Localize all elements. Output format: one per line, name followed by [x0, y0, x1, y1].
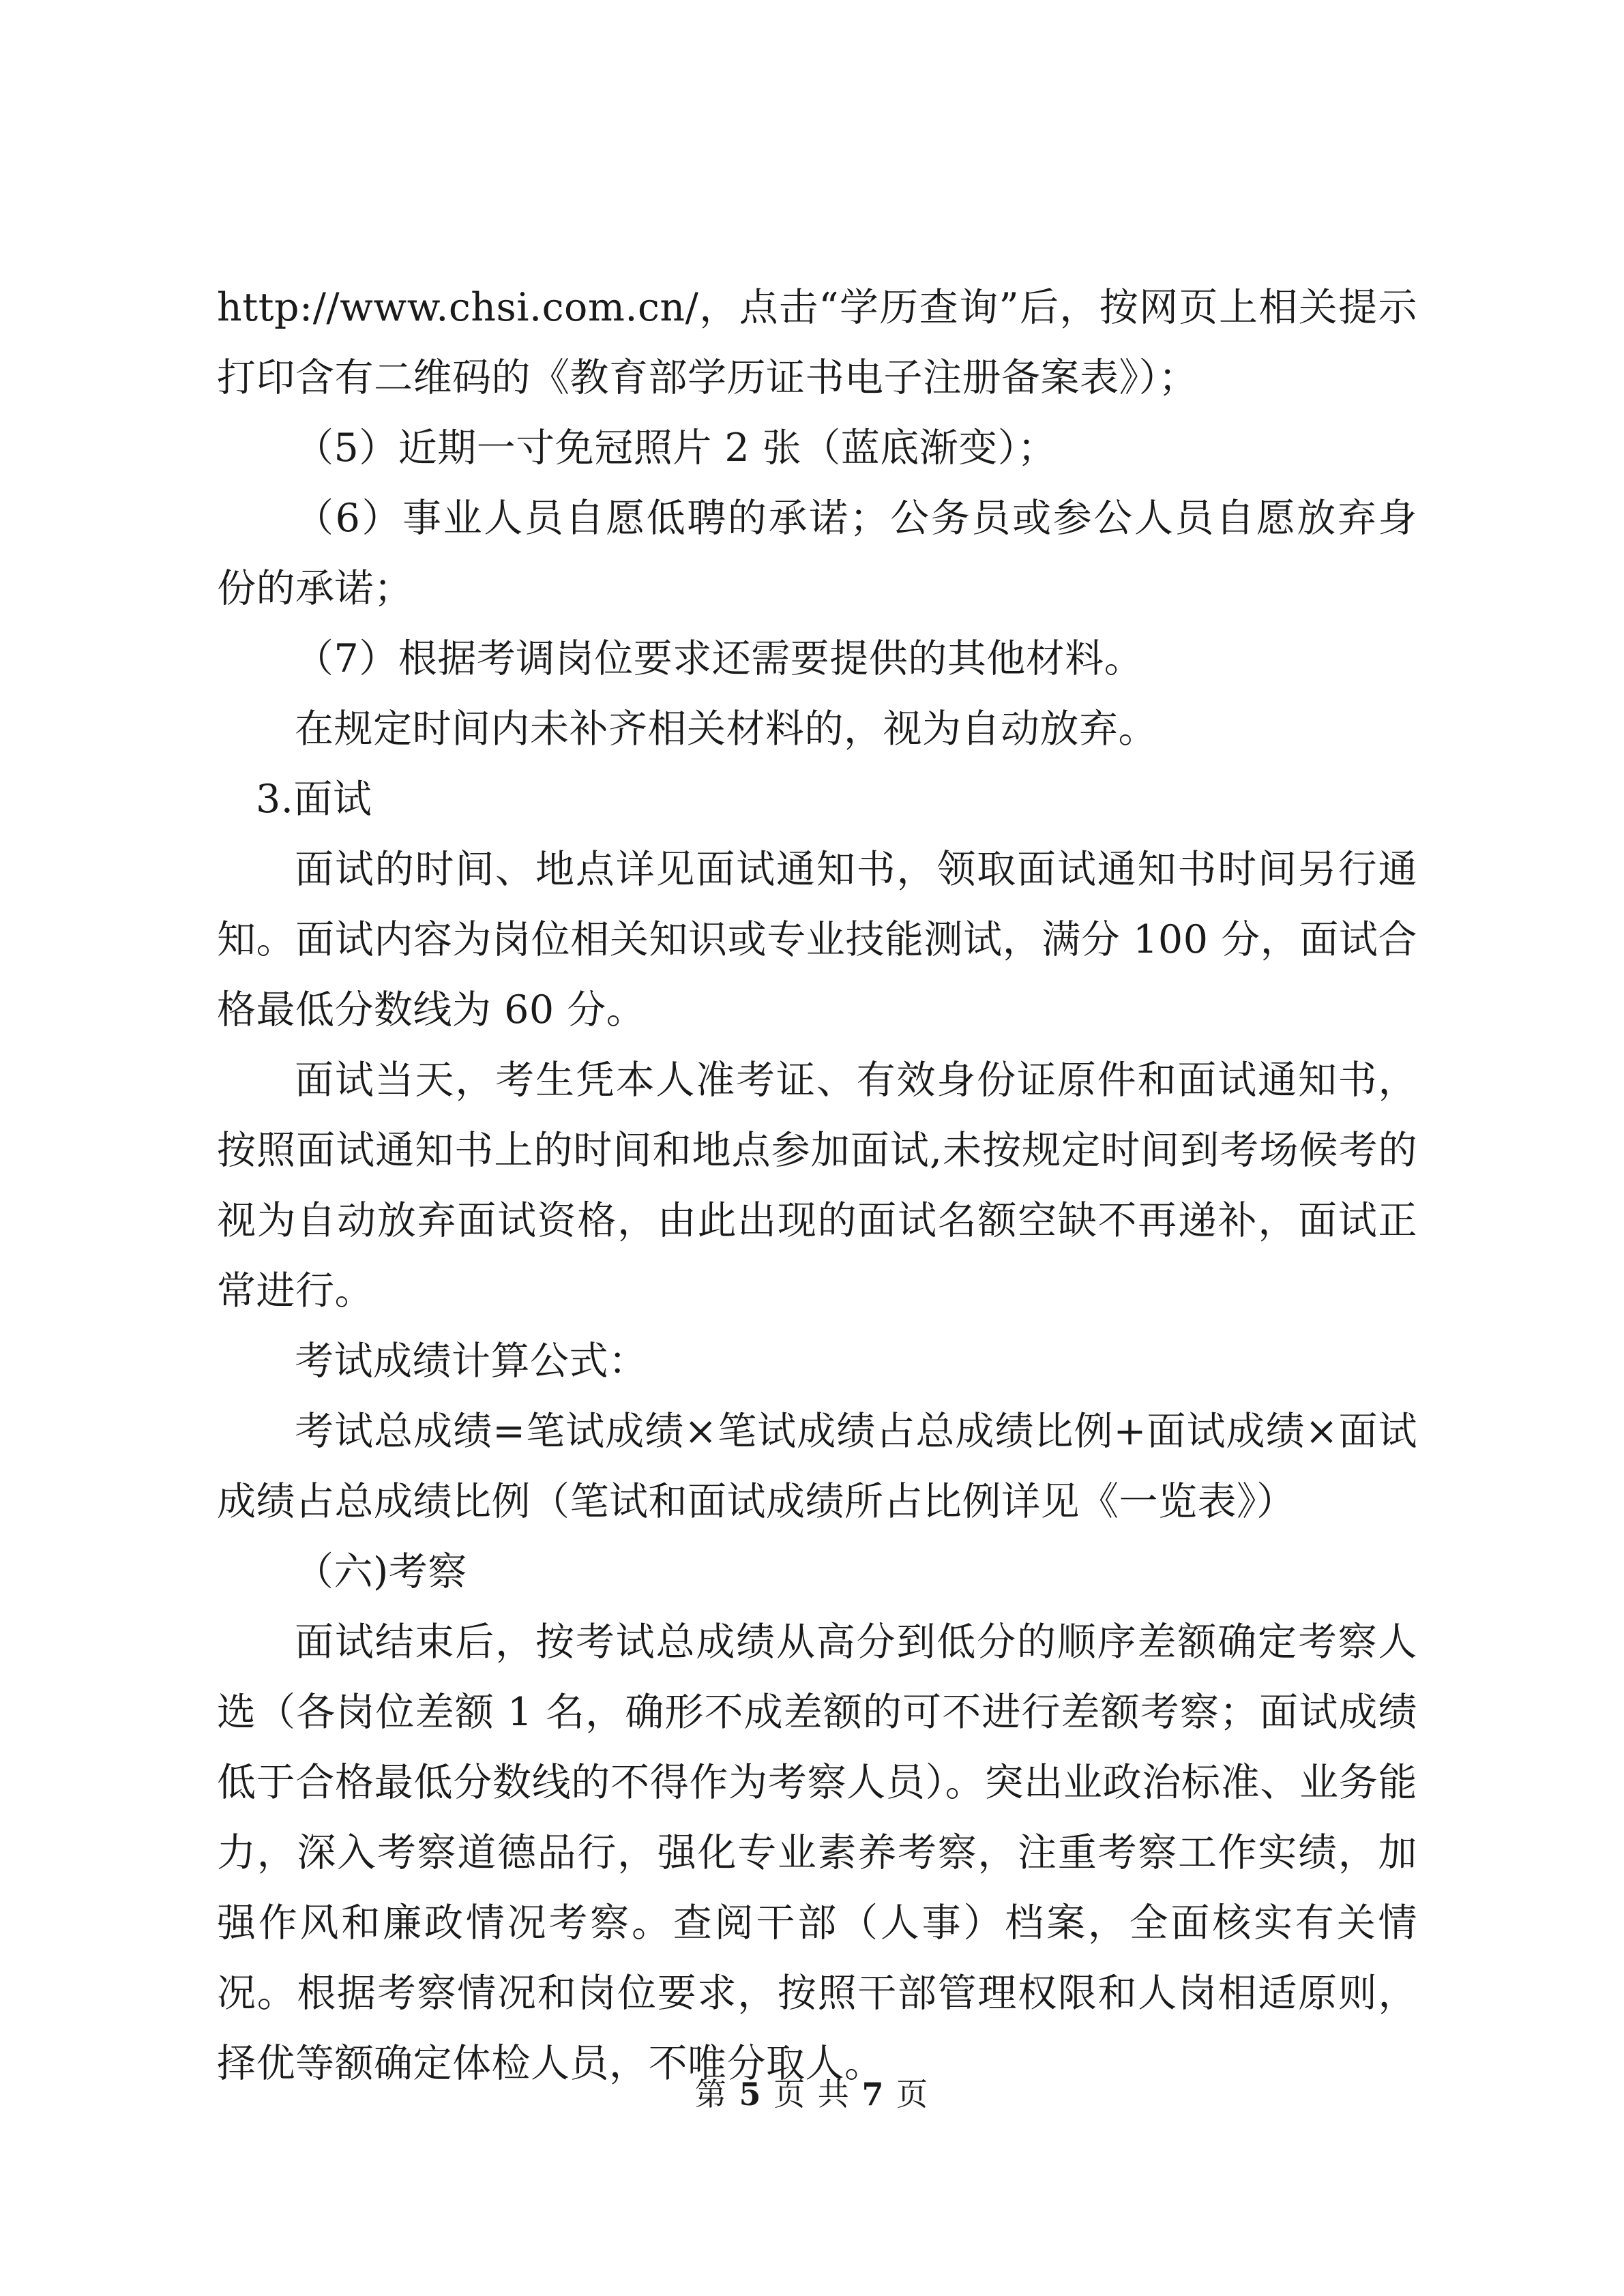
heading-interview: 3.面试 — [256, 777, 372, 822]
paragraph-formula: 考试总成绩=笔试成绩×笔试成绩占总成绩比例+面试成绩×面试成绩占总成绩比例（笔试和面试成绩所占比例详见《一览表》） — [217, 1409, 1417, 1524]
paragraph-item-5: （5）近期一寸免冠照片 2 张（蓝底渐变）； — [295, 426, 1057, 471]
footer-middle: 页 共 — [773, 2076, 851, 2113]
page-footer — [0, 2070, 1624, 2115]
footer-suffix: 页 — [896, 2076, 930, 2113]
paragraph-formula-label: 考试成绩计算公式： — [295, 1339, 648, 1384]
footer-prefix: 第 — [694, 2076, 728, 2113]
paragraph-url-continuation: http://www.chsi.com.cn/，点击“学历查询”后，按网页上相关提示打印含有二维码的《教育部学历证书电子注册备案表》）； — [217, 285, 1417, 400]
paragraph-interview-day: 面试当天，考生凭本人准考证、有效身份证原件和面试通知书，按照面试通知书上的时间和地点参加面试,未按规定时间到考场候考的视为自动放弃面试资格，由此出现的面试名额空缺不再递补，面试正常进行。 — [217, 1058, 1417, 1313]
footer-total-pages: 7 — [861, 2076, 885, 2113]
heading-inspection: （六)考察 — [295, 1549, 467, 1594]
footer-current-page: 5 — [739, 2076, 763, 2113]
paragraph-item-7: （7）根据考调岗位要求还需要提供的其他材料。 — [295, 636, 1144, 681]
page-body-text — [217, 273, 1417, 2099]
paragraph-item-6: （6）事业人员自愿低聘的承诺；公务员或参公人员自愿放弃身份的承诺； — [217, 496, 1417, 611]
paragraph-inspection-body: 面试结束后，按考试总成绩从高分到低分的顺序差额确定考察人选（各岗位差额 1 名，确形不成差额的可不进行差额考察；面试成绩低于合格最低分数线的不得作为考察人员）。突出业政治标准、业务能力，深入考察道德品行，强化专业素养考察，注重考察工作实绩，加强作风和廉政情况考察。查阅干部（人事）档案，全面核实有关情况。根据考察情况和岗位要求，按照干部管理权限和人岗相适原则，择优等额确定体检人员，不唯分取人。 — [217, 1620, 1417, 2086]
paragraph-deadline: 在规定时间内未补齐相关材料的，视为自动放弃。 — [295, 706, 1157, 751]
paragraph-interview-time: 面试的时间、地点详见面试通知书，领取面试通知书时间另行通知。面试内容为岗位相关知识或专业技能测试，满分 100 分，面试合格最低分数线为 60 分。 — [217, 847, 1417, 1032]
